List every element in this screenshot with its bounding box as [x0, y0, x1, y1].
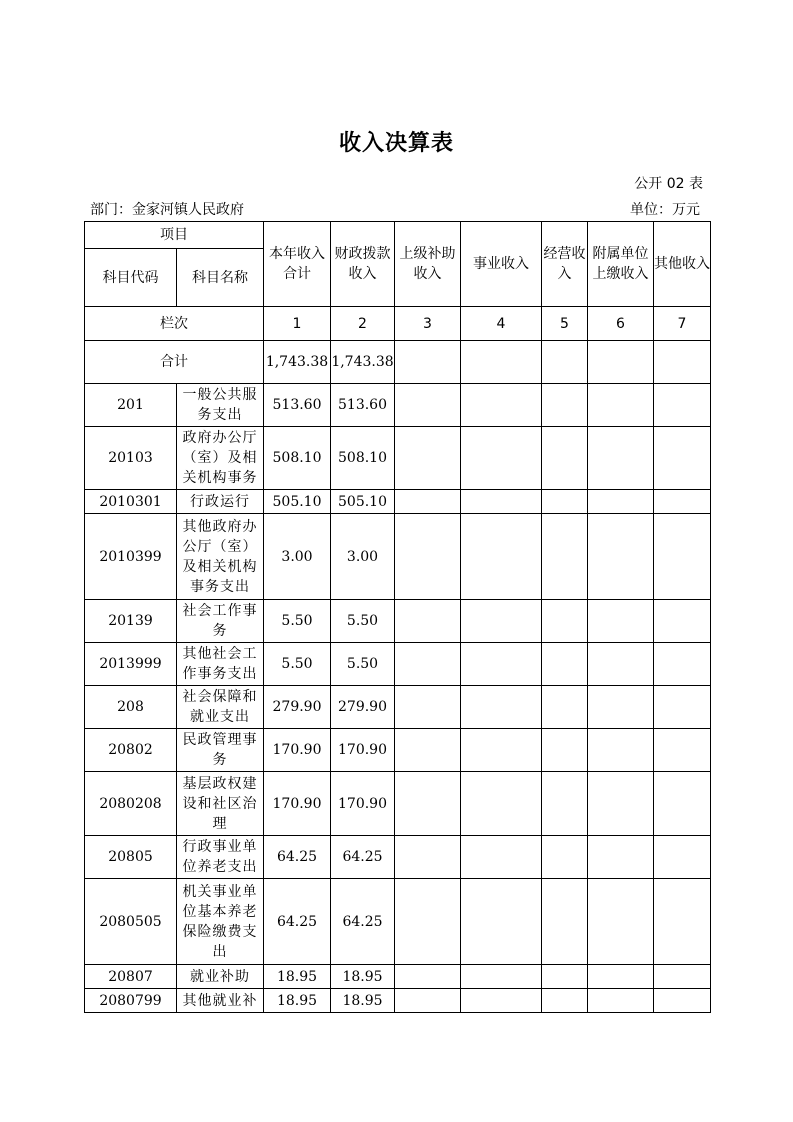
row-operating [542, 514, 588, 600]
col-num-6: 6 [588, 307, 654, 341]
row-superior [395, 600, 461, 643]
row-affiliated [588, 686, 654, 729]
table-row [85, 600, 711, 643]
row-affiliated [588, 772, 654, 836]
row-other [654, 600, 711, 643]
row-affiliated [588, 989, 654, 1013]
row-other [654, 384, 711, 427]
row-affiliated [588, 643, 654, 686]
row-other [654, 643, 711, 686]
table-row [85, 490, 711, 514]
row-code: 20805 [85, 836, 177, 879]
row-business [461, 879, 542, 965]
row-fiscal: 64.25 [331, 879, 395, 965]
page-title: 收入决算表 [338, 131, 454, 156]
row-total: 5.50 [264, 643, 331, 686]
row-fiscal: 170.90 [331, 729, 395, 772]
row-affiliated [588, 600, 654, 643]
header-item: 项目 [85, 222, 264, 249]
row-other [654, 686, 711, 729]
row-affiliated [588, 836, 654, 879]
table-row [85, 989, 711, 1013]
row-business [461, 729, 542, 772]
row-code: 2080505 [85, 879, 177, 965]
summary-affiliated [588, 341, 654, 384]
row-other [654, 879, 711, 965]
row-business [461, 686, 542, 729]
header-operating: 经营收入 [542, 222, 588, 307]
row-operating [542, 384, 588, 427]
row-total: 18.95 [264, 965, 331, 989]
row-code: 2010399 [85, 514, 177, 600]
row-business [461, 514, 542, 600]
row-name: 社会工作事务 [177, 600, 264, 643]
row-total: 279.90 [264, 686, 331, 729]
row-total: 18.95 [264, 989, 331, 1013]
row-fiscal: 18.95 [331, 965, 395, 989]
row-name: 政府办公厅（室）及相关机构事务 [177, 427, 264, 490]
row-fiscal: 3.00 [331, 514, 395, 600]
col-num-5: 5 [542, 307, 588, 341]
row-fiscal: 5.50 [331, 643, 395, 686]
income-table [84, 221, 711, 1013]
row-other [654, 989, 711, 1013]
row-total: 64.25 [264, 836, 331, 879]
table-row [85, 643, 711, 686]
summary-total: 1,743.38 [264, 341, 331, 384]
row-name: 其他就业补 [177, 989, 264, 1013]
summary-fiscal: 1,743.38 [331, 341, 395, 384]
row-code: 208 [85, 686, 177, 729]
row-operating [542, 490, 588, 514]
row-other [654, 772, 711, 836]
row-superior [395, 879, 461, 965]
row-business [461, 600, 542, 643]
summary-label: 合计 [85, 341, 264, 384]
row-operating [542, 686, 588, 729]
row-name: 行政运行 [177, 490, 264, 514]
row-name: 就业补助 [177, 965, 264, 989]
header-other: 其他收入 [654, 222, 711, 307]
summary-row [85, 341, 711, 384]
row-code: 2080799 [85, 989, 177, 1013]
row-affiliated [588, 427, 654, 490]
row-superior [395, 836, 461, 879]
table-row [85, 514, 711, 600]
row-affiliated [588, 729, 654, 772]
row-name: 民政管理事务 [177, 729, 264, 772]
row-affiliated [588, 490, 654, 514]
row-fiscal: 170.90 [331, 772, 395, 836]
row-fiscal: 279.90 [331, 686, 395, 729]
row-other [654, 427, 711, 490]
col-num-2: 2 [331, 307, 395, 341]
row-other [654, 514, 711, 600]
col-num-1: 1 [264, 307, 331, 341]
row-name: 机关事业单位基本养老保险缴费支出 [177, 879, 264, 965]
row-operating [542, 772, 588, 836]
row-total: 5.50 [264, 600, 331, 643]
header-business: 事业收入 [461, 222, 542, 307]
row-name: 行政事业单位养老支出 [177, 836, 264, 879]
row-other [654, 729, 711, 772]
row-affiliated [588, 965, 654, 989]
row-operating [542, 879, 588, 965]
row-business [461, 772, 542, 836]
header-affiliated: 附属单位上缴收入 [588, 222, 654, 307]
summary-operating [542, 341, 588, 384]
row-operating [542, 643, 588, 686]
row-fiscal: 18.95 [331, 989, 395, 1013]
table-row [85, 772, 711, 836]
summary-other [654, 341, 711, 384]
row-superior [395, 686, 461, 729]
summary-superior [395, 341, 461, 384]
table-row [85, 729, 711, 772]
row-superior [395, 989, 461, 1013]
row-other [654, 836, 711, 879]
row-total: 170.90 [264, 772, 331, 836]
row-code: 2013999 [85, 643, 177, 686]
header-total: 本年收入合计 [264, 222, 331, 307]
row-name: 其他政府办公厅（室）及相关机构事务支出 [177, 514, 264, 600]
table-row [85, 965, 711, 989]
row-affiliated [588, 384, 654, 427]
row-code: 20103 [85, 427, 177, 490]
row-affiliated [588, 879, 654, 965]
row-fiscal: 513.60 [331, 384, 395, 427]
row-code: 201 [85, 384, 177, 427]
header-fiscal: 财政拨款收入 [331, 222, 395, 307]
row-superior [395, 772, 461, 836]
row-other [654, 490, 711, 514]
table-row [85, 879, 711, 965]
column-label: 栏次 [85, 307, 264, 341]
row-other [654, 965, 711, 989]
row-total: 508.10 [264, 427, 331, 490]
row-operating [542, 600, 588, 643]
table-row [85, 384, 711, 427]
header-superior: 上级补助收入 [395, 222, 461, 307]
department-label: 部门：金家河镇人民政府 [90, 202, 244, 218]
col-num-3: 3 [395, 307, 461, 341]
row-superior [395, 514, 461, 600]
row-total: 3.00 [264, 514, 331, 600]
row-operating [542, 965, 588, 989]
row-total: 513.60 [264, 384, 331, 427]
unit-label: 单位：万元 [630, 202, 700, 218]
row-affiliated [588, 514, 654, 600]
row-superior [395, 643, 461, 686]
row-superior [395, 427, 461, 490]
row-operating [542, 836, 588, 879]
row-business [461, 643, 542, 686]
row-business [461, 836, 542, 879]
row-name: 其他社会工作事务支出 [177, 643, 264, 686]
row-business [461, 965, 542, 989]
row-code: 2080208 [85, 772, 177, 836]
header-name: 科目名称 [177, 249, 264, 307]
summary-business [461, 341, 542, 384]
table-row [85, 686, 711, 729]
col-num-4: 4 [461, 307, 542, 341]
table-row [85, 427, 711, 490]
col-num-7: 7 [654, 307, 711, 341]
row-fiscal: 5.50 [331, 600, 395, 643]
row-operating [542, 729, 588, 772]
row-business [461, 989, 542, 1013]
row-code: 2010301 [85, 490, 177, 514]
row-operating [542, 427, 588, 490]
row-code: 20807 [85, 965, 177, 989]
form-number: 公开 02 表 [634, 176, 703, 192]
row-superior [395, 490, 461, 514]
row-name: 社会保障和就业支出 [177, 686, 264, 729]
row-superior [395, 384, 461, 427]
row-total: 505.10 [264, 490, 331, 514]
row-code: 20802 [85, 729, 177, 772]
row-name: 一般公共服务支出 [177, 384, 264, 427]
row-business [461, 384, 542, 427]
row-fiscal: 505.10 [331, 490, 395, 514]
row-name: 基层政权建设和社区治理 [177, 772, 264, 836]
row-business [461, 490, 542, 514]
row-total: 170.90 [264, 729, 331, 772]
row-total: 64.25 [264, 879, 331, 965]
row-superior [395, 965, 461, 989]
row-business [461, 427, 542, 490]
row-superior [395, 729, 461, 772]
row-operating [542, 989, 588, 1013]
row-code: 20139 [85, 600, 177, 643]
row-fiscal: 508.10 [331, 427, 395, 490]
header-code: 科目代码 [85, 249, 177, 307]
table-row [85, 836, 711, 879]
row-fiscal: 64.25 [331, 836, 395, 879]
